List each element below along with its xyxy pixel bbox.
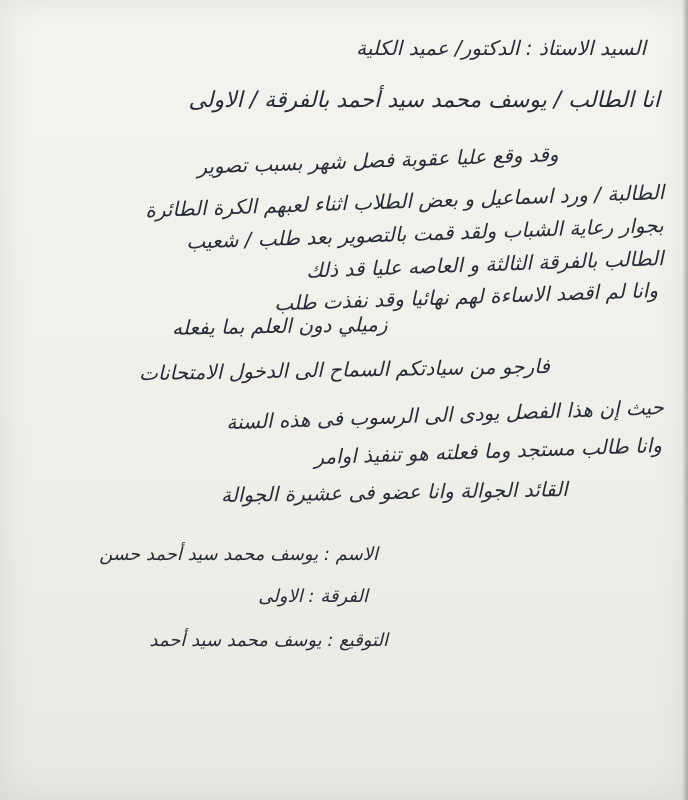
request-line: حيث إن هذا الفصل يودى الى الرسوب فى هذه السنة — [226, 395, 665, 435]
page-edge-shadow — [682, 0, 688, 800]
student-name-field: الاسم : يوسف محمد سيد أحمد حسن — [99, 544, 378, 565]
request-line: القائد الجوالة وانا عضو فى عشيرة الجوالة — [221, 477, 569, 508]
body-line: الطالب بالفرقة الثالثة و العاصه عليا قد ذلك — [306, 246, 665, 283]
student-intro-line: انا الطالب / يوسف محمد سيد أحمد بالفرقة / الاولى — [188, 88, 660, 113]
request-line: وانا طالب مستجد وما فعلته هو تنفيذ اوامر — [313, 433, 663, 470]
letter-addressee: السيد الاستاذ : الدكتور/ عميد الكلية — [356, 36, 646, 60]
body-line: وقد وقع عليا عقوبة فصل شهر بسبب تصوير — [196, 142, 559, 179]
request-line: فارجو من سيادتكم السماح الى الدخول الامتحانات — [139, 354, 551, 386]
body-line: بجوار رعاية الشباب ولقد قمت بالتصوير بعد طلب / شعيب — [186, 213, 665, 254]
body-line: الطالبة / ورد اسماعيل و بعض الطلاب اثناء لعبهم الكرة الطائرة — [144, 180, 665, 223]
student-signature-field: التوقيع : يوسف محمد سيد أحمد — [149, 630, 388, 651]
body-line: وانا لم اقصد الاساءة لهم نهائيا وقد نفذت طلب — [273, 278, 659, 316]
body-line: زميلي دون العلم بما يفعله — [172, 312, 389, 340]
student-year-field: الفرقة : الاولى — [258, 586, 368, 607]
